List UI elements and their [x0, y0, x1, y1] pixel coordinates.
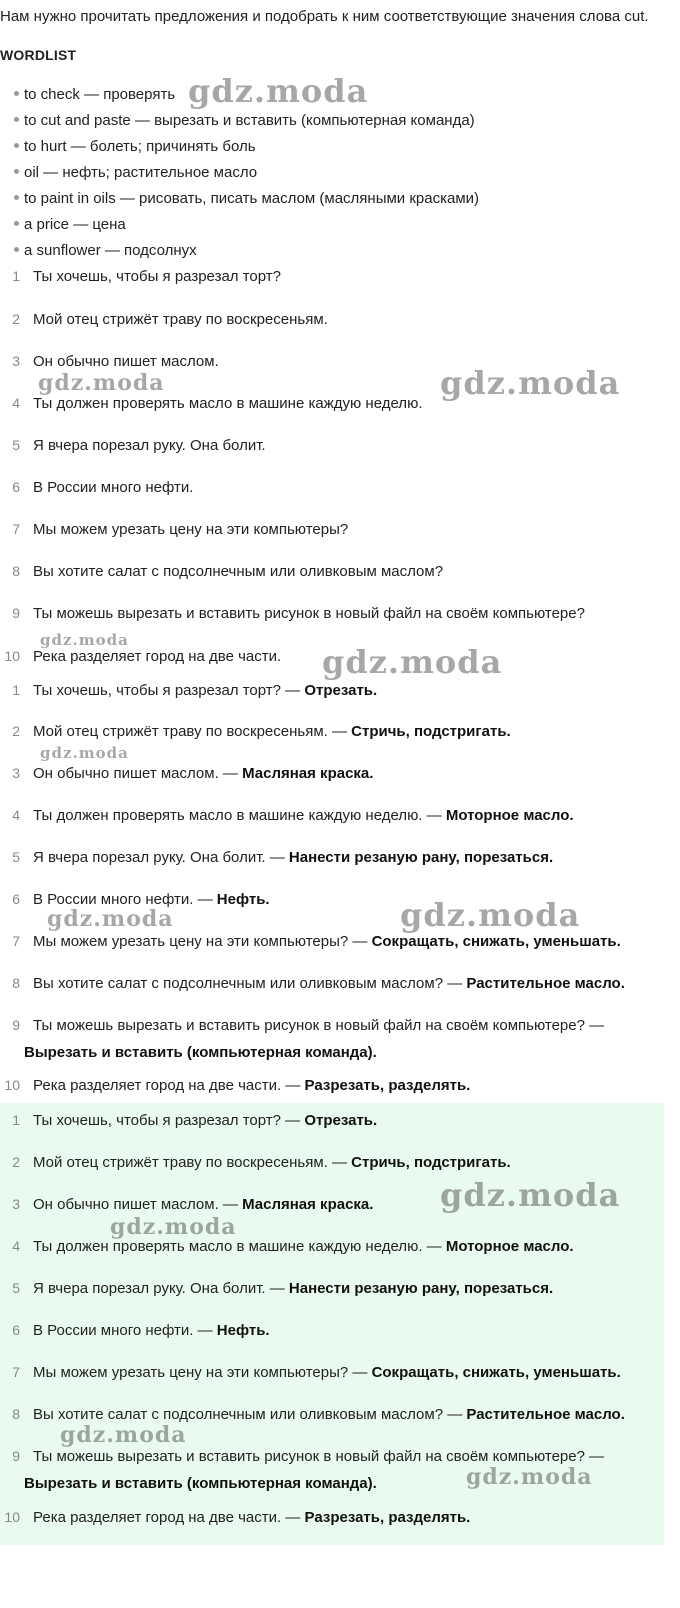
wordlist-item: oil — нефть; растительное масло	[14, 164, 257, 181]
watermark: gdz.moda	[322, 643, 503, 681]
bullet-icon	[14, 195, 19, 200]
wordlist-item: to paint in oils — рисовать, писать маслом (масляными красками)	[14, 190, 479, 207]
bullet-icon	[14, 221, 19, 226]
bullet-icon	[14, 143, 19, 148]
bullet-icon	[14, 247, 19, 252]
watermark: gdz.moda	[188, 72, 369, 110]
watermark: gdz.moda	[400, 896, 581, 934]
bullet-icon	[14, 91, 19, 96]
watermark: gdz.moda	[440, 364, 621, 402]
watermark: gdz.moda	[40, 744, 129, 762]
wordlist-item: to hurt — болеть; причинять боль	[14, 138, 256, 155]
wordlist-item: to cut and paste — вырезать и вставить (компьютерная команда)	[14, 112, 475, 129]
watermark: gdz.moda	[40, 631, 129, 649]
wordlist-item: a sunflower — подсолнух	[14, 242, 197, 259]
watermark: gdz.moda	[38, 370, 165, 396]
watermark: gdz.moda	[110, 1214, 237, 1240]
watermark: gdz.moda	[60, 1422, 187, 1448]
intro-text: Нам нужно прочитать предложения и подобрать к ним соответствующие значения слова cut.	[0, 8, 649, 25]
watermark: gdz.moda	[466, 1464, 593, 1490]
bullet-icon	[14, 169, 19, 174]
wordlist-item: to check — проверять	[14, 86, 175, 103]
watermark: gdz.moda	[440, 1176, 621, 1214]
wordlist-item: a price — цена	[14, 216, 126, 233]
bullet-icon	[14, 117, 19, 122]
wordlist-heading: WORDLIST	[0, 47, 77, 63]
watermark: gdz.moda	[47, 906, 174, 932]
